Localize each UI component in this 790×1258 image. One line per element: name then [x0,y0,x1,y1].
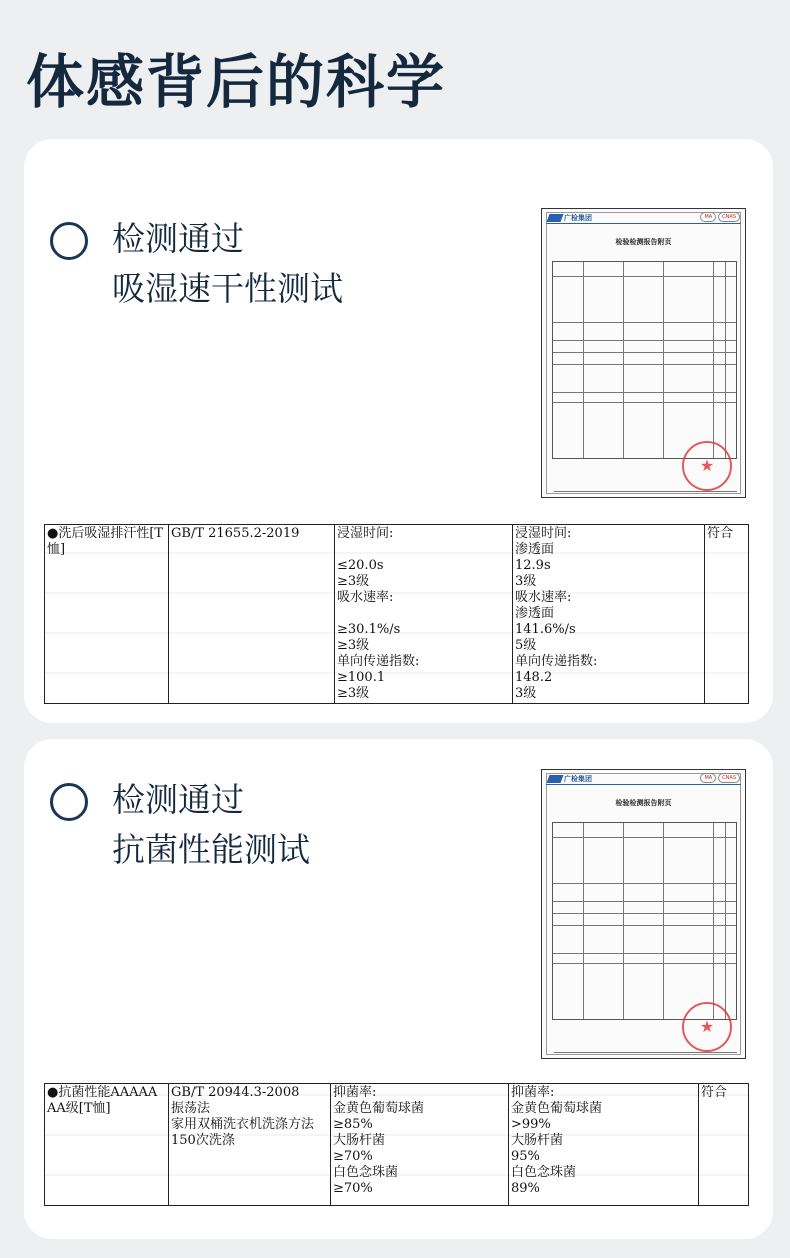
moisture-test-card [24,139,773,723]
report-title: 检验检测报告附页 [615,238,672,246]
table-row [45,525,749,704]
report-table [552,261,737,459]
test-report-thumbnail [541,208,746,498]
moisture-result-table [44,524,749,704]
test-item-cell: ●洗后吸湿排汗性[T恤] [45,525,169,704]
check-circle-icon [50,222,88,260]
company-logo: 广检集团 [548,774,592,784]
report-title: 检验检测报告附页 [615,799,672,807]
card-heading-line2: 抗菌性能测试 [112,830,310,869]
verdict-cell: 符合 [705,525,749,704]
result-cell: 抑菌率: 金黄色葡萄球菌 >99% 大肠杆菌 95% 白色念珠菌 89% [509,1084,699,1206]
antibacterial-result-table [44,1083,749,1206]
card-heading-line1: 检测通过 [112,219,244,258]
standard-cell: GB/T 20944.3-2008 振荡法 家用双桶洗衣机洗涤方法 150次洗涤 [169,1084,331,1206]
check-circle-icon [50,783,88,821]
test-report-thumbnail [541,769,746,1059]
requirement-cell: 浸湿时间: ≤20.0s ≥3级 吸水速率: ≥30.1%/s ≥3级 单向传递指数: ≥100.1 ≥3级 [335,525,513,704]
test-item-cell: ●抗菌性能AAAAAAA级[T恤] [45,1084,169,1206]
certification-badges: MA CNAS [698,773,740,783]
card-heading-line1: 检测通过 [112,780,244,819]
official-seal: ★ [682,441,732,491]
result-cell: 浸湿时间: 渗透面 12.9s 3级 吸水速率: 渗透面 141.6%/s 5级 单向传递指数: 148.2 3级 [513,525,705,704]
table-row [45,1084,749,1206]
verdict-cell: 符合 [699,1084,749,1206]
company-logo: 广检集团 [548,213,592,223]
standard-cell: GB/T 21655.2-2019 [169,525,335,704]
certification-badges: MA CNAS [698,212,740,222]
report-table [552,822,737,1020]
page-title: 体感背后的科学 [26,48,447,116]
official-seal: ★ [682,1002,732,1052]
card-heading-line2: 吸湿速干性测试 [112,269,343,308]
antibacterial-test-card [24,739,773,1239]
requirement-cell: 抑菌率: 金黄色葡萄球菌 ≥85% 大肠杆菌 ≥70% 白色念珠菌 ≥70% [331,1084,509,1206]
